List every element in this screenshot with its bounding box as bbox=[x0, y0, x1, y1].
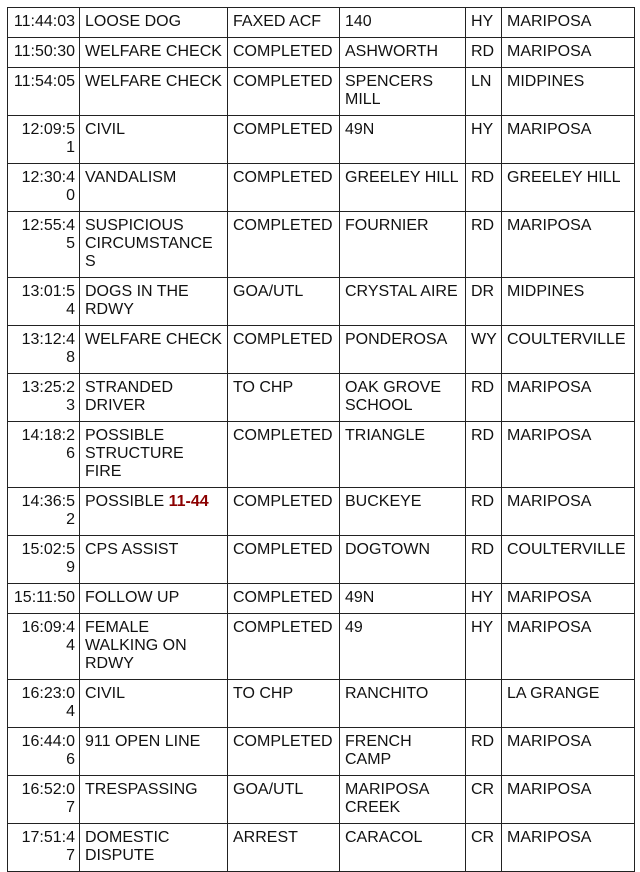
table-row bbox=[8, 212, 635, 278]
street-suffix-text: RD bbox=[471, 427, 495, 444]
table-row bbox=[8, 776, 635, 824]
call-time-text: 15:11:50 bbox=[13, 589, 75, 606]
call-time-text: 14:18:26 bbox=[21, 427, 75, 462]
street-text: OAK GROVE SCHOOL bbox=[345, 379, 442, 414]
city-cell bbox=[502, 8, 635, 38]
disposition-cell bbox=[228, 68, 340, 116]
call-time-cell bbox=[8, 374, 80, 422]
street-suffix-text: RD bbox=[471, 43, 495, 60]
call-type-cell bbox=[80, 776, 228, 824]
disposition-cell bbox=[228, 422, 340, 488]
street-suffix-cell bbox=[466, 776, 502, 824]
disposition-cell bbox=[228, 680, 340, 728]
disposition-cell bbox=[228, 326, 340, 374]
street-suffix-text: RD bbox=[471, 493, 495, 510]
city-text: COULTERVILLE bbox=[507, 541, 626, 558]
call-type-cell bbox=[80, 584, 228, 614]
call-type-text: WELFARE CHECK bbox=[85, 73, 222, 90]
street-cell bbox=[340, 278, 466, 326]
street-cell bbox=[340, 614, 466, 680]
city-text: MIDPINES bbox=[507, 283, 585, 300]
call-log-table bbox=[7, 7, 635, 872]
street-suffix-cell bbox=[466, 164, 502, 212]
street-suffix-cell bbox=[466, 680, 502, 728]
call-time-text: 16:44:06 bbox=[21, 733, 75, 768]
call-time-text: 13:12:48 bbox=[21, 331, 75, 366]
disposition-text: COMPLETED bbox=[233, 733, 333, 750]
street-text: DOGTOWN bbox=[345, 541, 431, 558]
street-text: RANCHITO bbox=[345, 685, 429, 702]
call-time-text: 12:55:45 bbox=[21, 217, 75, 252]
disposition-text: COMPLETED bbox=[233, 169, 333, 186]
call-time-cell bbox=[8, 824, 80, 872]
street-cell bbox=[340, 8, 466, 38]
street-cell bbox=[340, 212, 466, 278]
city-text: MARIPOSA bbox=[507, 13, 592, 30]
disposition-cell bbox=[228, 116, 340, 164]
table-row bbox=[8, 584, 635, 614]
call-time-cell bbox=[8, 614, 80, 680]
street-cell bbox=[340, 116, 466, 164]
street-suffix-cell bbox=[466, 614, 502, 680]
street-suffix-text: WY bbox=[471, 331, 497, 348]
street-text: 49 bbox=[345, 619, 363, 636]
street-suffix-cell bbox=[466, 824, 502, 872]
call-type-cell bbox=[80, 422, 228, 488]
street-suffix-text: RD bbox=[471, 217, 495, 234]
call-type-cell bbox=[80, 536, 228, 584]
call-type-text: STRANDED DRIVER bbox=[85, 379, 174, 414]
disposition-text: COMPLETED bbox=[233, 217, 333, 234]
street-suffix-cell bbox=[466, 116, 502, 164]
call-time-cell bbox=[8, 38, 80, 68]
city-text: GREELEY HILL bbox=[507, 169, 621, 186]
call-type-text: DOGS IN THE RDWY bbox=[85, 283, 189, 318]
call-time-text: 16:23:04 bbox=[21, 685, 75, 720]
city-text: MARIPOSA bbox=[507, 733, 592, 750]
disposition-cell bbox=[228, 38, 340, 68]
city-cell bbox=[502, 326, 635, 374]
call-time-cell bbox=[8, 8, 80, 38]
street-text: ASHWORTH bbox=[345, 43, 439, 60]
disposition-cell bbox=[228, 488, 340, 536]
street-cell bbox=[340, 326, 466, 374]
disposition-text: COMPLETED bbox=[233, 619, 333, 636]
table-row bbox=[8, 116, 635, 164]
call-log-body bbox=[8, 8, 635, 872]
table-row bbox=[8, 326, 635, 374]
street-text: 49N bbox=[345, 589, 375, 606]
disposition-cell bbox=[228, 164, 340, 212]
call-time-cell bbox=[8, 278, 80, 326]
city-cell bbox=[502, 614, 635, 680]
street-cell bbox=[340, 824, 466, 872]
street-cell bbox=[340, 680, 466, 728]
street-suffix-cell bbox=[466, 728, 502, 776]
disposition-text: ARREST bbox=[233, 829, 298, 846]
table-row bbox=[8, 680, 635, 728]
street-suffix-cell bbox=[466, 212, 502, 278]
call-time-cell bbox=[8, 164, 80, 212]
city-text: MARIPOSA bbox=[507, 121, 592, 138]
disposition-text: COMPLETED bbox=[233, 589, 333, 606]
street-suffix-text: RD bbox=[471, 379, 495, 396]
table-row bbox=[8, 536, 635, 584]
call-time-cell bbox=[8, 488, 80, 536]
street-suffix-text: DR bbox=[471, 283, 495, 300]
city-cell bbox=[502, 776, 635, 824]
street-suffix-text: CR bbox=[471, 781, 495, 798]
street-suffix-text: HY bbox=[471, 121, 494, 138]
city-cell bbox=[502, 116, 635, 164]
street-text: 49N bbox=[345, 121, 375, 138]
street-suffix-cell bbox=[466, 68, 502, 116]
call-time-cell bbox=[8, 68, 80, 116]
call-time-text: 16:09:44 bbox=[21, 619, 75, 654]
call-type-cell bbox=[80, 680, 228, 728]
call-type-cell bbox=[80, 278, 228, 326]
disposition-text: COMPLETED bbox=[233, 331, 333, 348]
street-text: FOURNIER bbox=[345, 217, 429, 234]
street-cell bbox=[340, 68, 466, 116]
street-suffix-cell bbox=[466, 488, 502, 536]
call-type-cell bbox=[80, 824, 228, 872]
street-suffix-text: HY bbox=[471, 13, 494, 30]
table-row bbox=[8, 8, 635, 38]
city-cell bbox=[502, 536, 635, 584]
table-row bbox=[8, 164, 635, 212]
city-text: MARIPOSA bbox=[507, 829, 592, 846]
disposition-text: COMPLETED bbox=[233, 121, 333, 138]
call-time-cell bbox=[8, 584, 80, 614]
call-time-text: 17:51:47 bbox=[21, 829, 75, 864]
street-cell bbox=[340, 488, 466, 536]
street-text: FRENCH CAMP bbox=[345, 733, 412, 768]
table-row bbox=[8, 422, 635, 488]
disposition-text: COMPLETED bbox=[233, 541, 333, 558]
disposition-cell bbox=[228, 614, 340, 680]
disposition-text: COMPLETED bbox=[233, 43, 333, 60]
disposition-text: FAXED ACF bbox=[233, 13, 322, 30]
call-type-cell bbox=[80, 68, 228, 116]
city-text: MARIPOSA bbox=[507, 217, 592, 234]
table-row bbox=[8, 614, 635, 680]
call-type-text: LOOSE DOG bbox=[85, 13, 182, 30]
table-row bbox=[8, 278, 635, 326]
city-cell bbox=[502, 422, 635, 488]
call-type-text: CIVIL bbox=[85, 121, 126, 138]
street-cell bbox=[340, 422, 466, 488]
city-text: MARIPOSA bbox=[507, 781, 592, 798]
call-time-text: 11:50:30 bbox=[13, 43, 75, 60]
call-time-cell bbox=[8, 776, 80, 824]
city-cell bbox=[502, 68, 635, 116]
street-cell bbox=[340, 536, 466, 584]
disposition-text: TO CHP bbox=[233, 379, 294, 396]
street-suffix-text: CR bbox=[471, 829, 495, 846]
street-cell bbox=[340, 728, 466, 776]
call-time-cell bbox=[8, 422, 80, 488]
call-type-cell bbox=[80, 8, 228, 38]
call-time-cell bbox=[8, 212, 80, 278]
call-time-text: 13:01:54 bbox=[21, 283, 75, 318]
call-time-text: 16:52:07 bbox=[21, 781, 75, 816]
street-suffix-cell bbox=[466, 536, 502, 584]
table-row bbox=[8, 728, 635, 776]
call-time-cell bbox=[8, 680, 80, 728]
call-type-text: WELFARE CHECK bbox=[85, 331, 222, 348]
call-type-cell bbox=[80, 212, 228, 278]
disposition-text: TO CHP bbox=[233, 685, 294, 702]
call-type-cell bbox=[80, 614, 228, 680]
call-time-text: 11:44:03 bbox=[13, 13, 75, 30]
street-cell bbox=[340, 38, 466, 68]
call-time-cell bbox=[8, 536, 80, 584]
city-text: MARIPOSA bbox=[507, 589, 592, 606]
city-cell bbox=[502, 488, 635, 536]
street-suffix-text: HY bbox=[471, 589, 494, 606]
city-text: MIDPINES bbox=[507, 73, 585, 90]
street-suffix-text: RD bbox=[471, 733, 495, 750]
city-text: MARIPOSA bbox=[507, 427, 592, 444]
street-cell bbox=[340, 584, 466, 614]
city-text: COULTERVILLE bbox=[507, 331, 626, 348]
disposition-cell bbox=[228, 776, 340, 824]
call-type-text: FEMALE WALKING ON RDWY bbox=[85, 619, 187, 672]
city-cell bbox=[502, 728, 635, 776]
street-text: MARIPOSA CREEK bbox=[345, 781, 429, 816]
call-type-text: SUSPICIOUS CIRCUMSTANCES bbox=[85, 217, 213, 270]
disposition-cell bbox=[228, 212, 340, 278]
street-text: SPENCERS MILL bbox=[345, 73, 434, 108]
call-type-text: VANDALISM bbox=[85, 169, 177, 186]
call-time-text: 14:36:52 bbox=[21, 493, 75, 528]
call-type-cell bbox=[80, 728, 228, 776]
call-code-highlight: 11-44 bbox=[168, 493, 209, 510]
disposition-cell bbox=[228, 278, 340, 326]
street-cell bbox=[340, 776, 466, 824]
call-time-text: 11:54:05 bbox=[13, 73, 75, 90]
street-suffix-cell bbox=[466, 374, 502, 422]
street-suffix-cell bbox=[466, 278, 502, 326]
call-type-cell bbox=[80, 38, 228, 68]
street-text: CRYSTAL AIRE bbox=[345, 283, 458, 300]
call-type-text: WELFARE CHECK bbox=[85, 43, 222, 60]
call-time-cell bbox=[8, 326, 80, 374]
street-suffix-cell bbox=[466, 326, 502, 374]
disposition-text: COMPLETED bbox=[233, 73, 333, 90]
street-text: CARACOL bbox=[345, 829, 423, 846]
call-type-text: TRESPASSING bbox=[85, 781, 198, 798]
disposition-text: GOA/UTL bbox=[233, 781, 304, 798]
table-row bbox=[8, 488, 635, 536]
disposition-cell bbox=[228, 8, 340, 38]
city-text: MARIPOSA bbox=[507, 493, 592, 510]
call-time-cell bbox=[8, 728, 80, 776]
call-type-text: FOLLOW UP bbox=[85, 589, 180, 606]
street-suffix-text: RD bbox=[471, 541, 495, 558]
street-suffix-text: LN bbox=[471, 73, 492, 90]
call-type-cell bbox=[80, 488, 228, 536]
table-row bbox=[8, 824, 635, 872]
street-cell bbox=[340, 164, 466, 212]
call-type-cell bbox=[80, 164, 228, 212]
call-type-text: CPS ASSIST bbox=[85, 541, 179, 558]
disposition-cell bbox=[228, 824, 340, 872]
table-row bbox=[8, 38, 635, 68]
city-text: MARIPOSA bbox=[507, 43, 592, 60]
street-suffix-cell bbox=[466, 38, 502, 68]
street-text: GREELEY HILL bbox=[345, 169, 459, 186]
call-type-text: CIVIL bbox=[85, 685, 126, 702]
street-cell bbox=[340, 374, 466, 422]
city-cell bbox=[502, 212, 635, 278]
city-text: MARIPOSA bbox=[507, 379, 592, 396]
call-type-text: 911 OPEN LINE bbox=[85, 733, 201, 750]
call-time-text: 13:25:23 bbox=[21, 379, 75, 414]
call-type-cell bbox=[80, 374, 228, 422]
call-time-cell bbox=[8, 116, 80, 164]
call-time-text: 12:09:51 bbox=[21, 121, 75, 156]
disposition-text: GOA/UTL bbox=[233, 283, 304, 300]
call-type-cell bbox=[80, 326, 228, 374]
table-row bbox=[8, 374, 635, 422]
street-suffix-text: RD bbox=[471, 169, 495, 186]
city-cell bbox=[502, 824, 635, 872]
call-type-text: DOMESTIC DISPUTE bbox=[85, 829, 170, 864]
city-cell bbox=[502, 164, 635, 212]
street-suffix-cell bbox=[466, 584, 502, 614]
city-cell bbox=[502, 680, 635, 728]
call-type-text: POSSIBLE STRUCTURE FIRE bbox=[85, 427, 184, 480]
call-time-text: 12:30:40 bbox=[21, 169, 75, 204]
street-text: TRIANGLE bbox=[345, 427, 426, 444]
street-text: 140 bbox=[345, 13, 372, 30]
city-cell bbox=[502, 278, 635, 326]
disposition-cell bbox=[228, 728, 340, 776]
street-suffix-cell bbox=[466, 8, 502, 38]
disposition-cell bbox=[228, 374, 340, 422]
city-cell bbox=[502, 38, 635, 68]
city-cell bbox=[502, 584, 635, 614]
disposition-cell bbox=[228, 584, 340, 614]
call-type-text: POSSIBLE bbox=[85, 493, 165, 510]
street-suffix-text: HY bbox=[471, 619, 494, 636]
city-cell bbox=[502, 374, 635, 422]
street-text: BUCKEYE bbox=[345, 493, 422, 510]
street-suffix-cell bbox=[466, 422, 502, 488]
disposition-text: COMPLETED bbox=[233, 493, 333, 510]
city-text: MARIPOSA bbox=[507, 619, 592, 636]
call-log bbox=[7, 7, 634, 872]
disposition-cell bbox=[228, 536, 340, 584]
street-text: PONDEROSA bbox=[345, 331, 448, 348]
call-type-cell bbox=[80, 116, 228, 164]
call-time-text: 15:02:59 bbox=[21, 541, 75, 576]
table-row bbox=[8, 68, 635, 116]
disposition-text: COMPLETED bbox=[233, 427, 333, 444]
city-text: LA GRANGE bbox=[507, 685, 600, 702]
